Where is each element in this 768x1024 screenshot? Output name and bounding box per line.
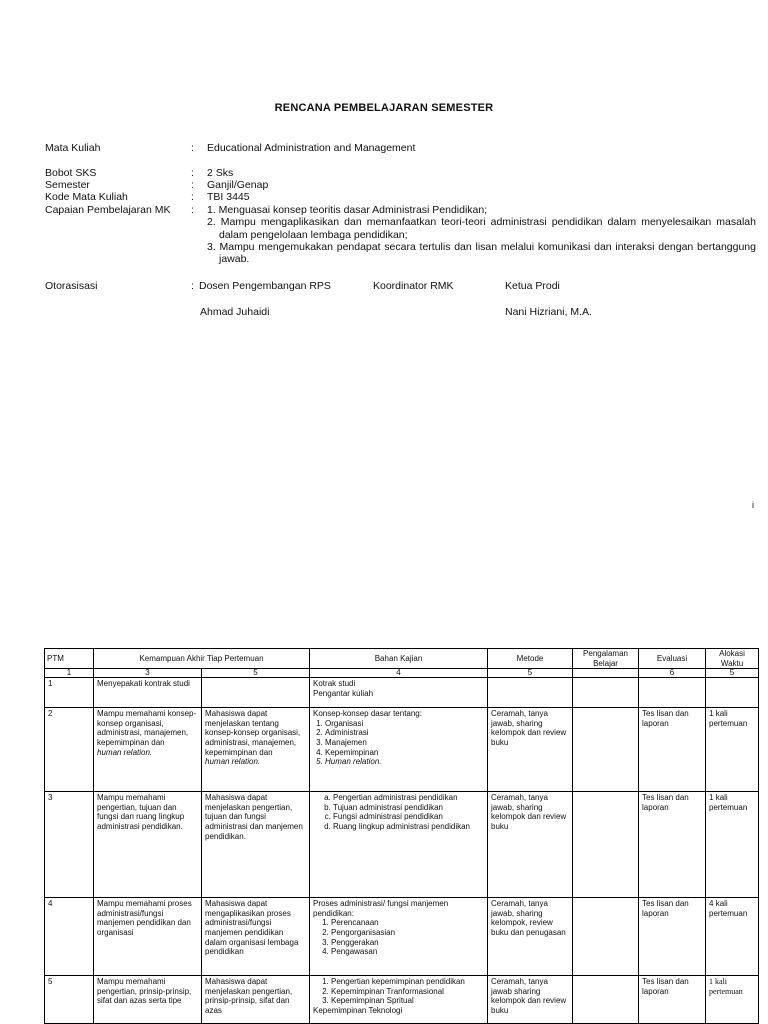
value-kode: TBI 3445	[207, 191, 250, 203]
bahan-item: 5. Human relation.	[325, 757, 484, 767]
bahan-list	[313, 719, 484, 767]
separator: :	[191, 191, 194, 203]
bahan-line: Kepemimpinan Teknologi	[313, 1005, 403, 1015]
bahan-list	[313, 977, 484, 1006]
bahan-item: 3. Manajemen	[325, 738, 484, 748]
col-number: 5	[488, 669, 573, 678]
header-evaluasi: Evaluasi	[639, 649, 706, 669]
header-kemampuan: Kemampuan Akhir Tiap Pertemuan	[94, 649, 310, 669]
cell-evaluasi	[639, 678, 706, 708]
label-kode: Kode Mata Kuliah	[45, 191, 128, 203]
separator: :	[191, 167, 194, 179]
table-row	[45, 792, 759, 898]
table-row	[45, 898, 759, 976]
capaian-item: 2. Mampu mengaplikasikan dan memanfaatkan teori-teori administrasi pendidikan dalam menyelesaikan masalah dalam pengelolaan lembaga pendidikan;	[207, 216, 756, 241]
header-bahan: Bahan Kajian	[310, 649, 488, 669]
cell-metode: Ceramah, tanya jawab, sharing kelompok dan review buku	[488, 792, 573, 898]
cell-pengalaman	[573, 898, 639, 976]
header-pengalaman: Pengalaman Belajar	[573, 649, 639, 669]
bahan-list	[313, 793, 484, 831]
cell-metode: Ceramah, tanya jawab, sharing kelompok dan review buku	[488, 708, 573, 792]
cell-alokasi: 1 kali pertemuan	[706, 976, 759, 1024]
page-number: i	[752, 500, 754, 510]
header-metode: Metode	[488, 649, 573, 669]
table-row	[45, 976, 759, 1024]
cell-kemampuan: Menyepakati kontrak studi	[94, 678, 202, 708]
cell-kemampuan: Mampu memahami pengertian, prinsip-prinsip, sifat dan azas serta tipe	[94, 976, 202, 1024]
bahan-item: 1. Organisasi	[325, 719, 484, 729]
header-ptm: PTM	[45, 649, 94, 669]
value-bobot: 2 Sks	[207, 167, 234, 179]
cell-alokasi: 4 kali pertemuan	[706, 898, 759, 976]
col-number: 5	[706, 669, 759, 678]
bahan-item: 2. Administrasi	[325, 728, 484, 738]
col-number: 1	[45, 669, 94, 678]
separator: :	[191, 204, 194, 216]
cell-pengalaman	[573, 792, 639, 898]
table-number-row	[45, 669, 759, 678]
header-alokasi: Alokasi Waktu	[706, 649, 759, 669]
bahan-line: Pengantar kuliah	[313, 688, 374, 698]
col-number: 3	[94, 669, 202, 678]
cell-evaluasi: Tes lisan dan laporan	[639, 898, 706, 976]
cell-ptm: 4	[45, 898, 94, 976]
cell-kemampuan: Mampu memahami proses administrasi/fungsi manjemen pendidikan dan organisasi	[94, 898, 202, 976]
bahan-line: Kotrak studi	[313, 679, 356, 689]
bahan-item: b. Tujuan administrasi pendidikan	[333, 803, 484, 813]
cell-evaluasi: Tes lisan dan laporan	[639, 708, 706, 792]
capaian-list	[207, 204, 756, 265]
table-header-row	[45, 649, 759, 669]
col-number: 6	[639, 669, 706, 678]
bahan-list	[313, 918, 484, 956]
bahan-item: 4. Pengawasan	[331, 947, 484, 957]
bahan-item: 3. Penggerakan	[331, 938, 484, 948]
bahan-item: 1. Perencanaan	[331, 918, 484, 928]
cell-bahan	[310, 792, 488, 898]
cell-bahan	[310, 898, 488, 976]
kemampuan-italic: human relation.	[97, 747, 153, 757]
indikator-italic: human relation.	[205, 757, 261, 767]
separator: :	[191, 179, 194, 191]
col-number: 5	[202, 669, 310, 678]
cell-metode	[488, 678, 573, 708]
bahan-item: 4. Kepemimpinan	[325, 748, 484, 758]
label-otorisasi: Otorasisasi	[45, 280, 98, 292]
cell-indikator: Mahasiswa dapat menjelaskan pengertian, tujuan dan fungsi administrasi dan manjemen pendidikan.	[202, 792, 310, 898]
label-mata-kuliah: Mata Kuliah	[45, 142, 101, 154]
table-row	[45, 708, 759, 792]
nama-ketua: Nani Hizriani, M.A.	[505, 306, 592, 318]
cell-ptm: 1	[45, 678, 94, 708]
indikator-text: Mahasiswa dapat menjelaskan tentang konsep-konsep organisasi, administrasi, manajemen, kepemimpinan dan	[205, 709, 301, 757]
cell-ptm: 3	[45, 792, 94, 898]
table-row	[45, 678, 759, 708]
value-semester: Ganjil/Genap	[207, 179, 269, 191]
label-semester: Semester	[45, 179, 90, 191]
cell-bahan	[310, 708, 488, 792]
col-number: 4	[310, 669, 488, 678]
cell-indikator: Mahasiswa dapat menjelaskan pengertian, prinsip-prinsip, sifat dan azas	[202, 976, 310, 1024]
label-bobot: Bobot SKS	[45, 167, 97, 179]
cell-pengalaman	[573, 678, 639, 708]
nama-dosen: Ahmad Juhaidi	[200, 306, 270, 318]
document-title: RENCANA PEMBELAJARAN SEMESTER	[274, 102, 494, 114]
capaian-item: 1. Menguasai konsep teoritis dasar Administrasi Pendidikan;	[207, 204, 488, 216]
cell-indikator: Mahasiswa dapat mengaplikasikan proses administrasi/fungsi manjemen pendidikan dalam organisasi lembaga pendidikan	[202, 898, 310, 976]
cell-ptm: 5	[45, 976, 94, 1024]
bahan-item: 2. Pengorganisasian	[331, 928, 484, 938]
bahan-item: c. Fungsi administrasi pendidikan	[333, 812, 484, 822]
cell-metode: Ceramah, tanya jawab sharing kelompok dan review buku	[488, 976, 573, 1024]
cell-bahan	[310, 678, 488, 708]
bahan-item: 3. Kepemimpinan Spritual	[331, 996, 484, 1006]
cell-ptm: 2	[45, 708, 94, 792]
cell-kemampuan	[94, 708, 202, 792]
cell-evaluasi: Tes lisan dan laporan	[639, 792, 706, 898]
value-mata-kuliah: Educational Administration and Management	[207, 142, 416, 154]
bahan-item: d. Ruang lingkup administrasi pendidikan	[333, 822, 484, 832]
separator: :	[191, 142, 194, 154]
bahan-item: 1. Pengertian kepemimpinan pendidikan	[331, 977, 484, 987]
otorisasi-ketua: Ketua Prodi	[505, 280, 560, 292]
cell-indikator	[202, 708, 310, 792]
label-capaian: Capaian Pembelajaran MK	[45, 204, 171, 216]
bahan-intro: Konsep-konsep dasar tentang:	[313, 709, 422, 719]
bahan-intro: Proses administrasi/ fungsi manjemen pendidikan:	[313, 899, 449, 918]
kemampuan-text: Mampu memahami konsep-konsep organisasi, administrasi, manajemen, kepemimpinan dan	[97, 709, 197, 747]
capaian-item: 3. Mampu mengemukakan pendapat secara tertulis dan lisan melalui komunikasi dan interaksi dengan bertanggung jawab.	[207, 240, 756, 266]
col-number	[573, 669, 639, 678]
cell-evaluasi: Tes lisan dan laporan	[639, 976, 706, 1024]
bahan-item: a. Pengertian administrasi pendidikan	[333, 793, 484, 803]
cell-bahan	[310, 976, 488, 1024]
cell-pengalaman	[573, 708, 639, 792]
cell-kemampuan: Mampu memahami pengertian, tujuan dan fungsi dan ruang lingkup administrasi pendidikan.	[94, 792, 202, 898]
cell-pengalaman	[573, 976, 639, 1024]
cell-indikator	[202, 678, 310, 708]
separator: :	[191, 280, 194, 292]
cell-alokasi: 1 kali pertemuan	[706, 792, 759, 898]
cell-alokasi	[706, 678, 759, 708]
otorisasi-koordinator: Koordinator RMK	[373, 280, 454, 292]
cell-metode: Ceramah, tanya jawab, sharing kelompok, review buku dan penugasan	[488, 898, 573, 976]
rps-table	[44, 648, 759, 1024]
cell-alokasi: 1 kali pertemuan	[706, 708, 759, 792]
bahan-item: 2. Kepemimpinan Tranformasional	[331, 987, 484, 997]
otorisasi-dosen: Dosen Pengembangan RPS	[199, 280, 331, 292]
